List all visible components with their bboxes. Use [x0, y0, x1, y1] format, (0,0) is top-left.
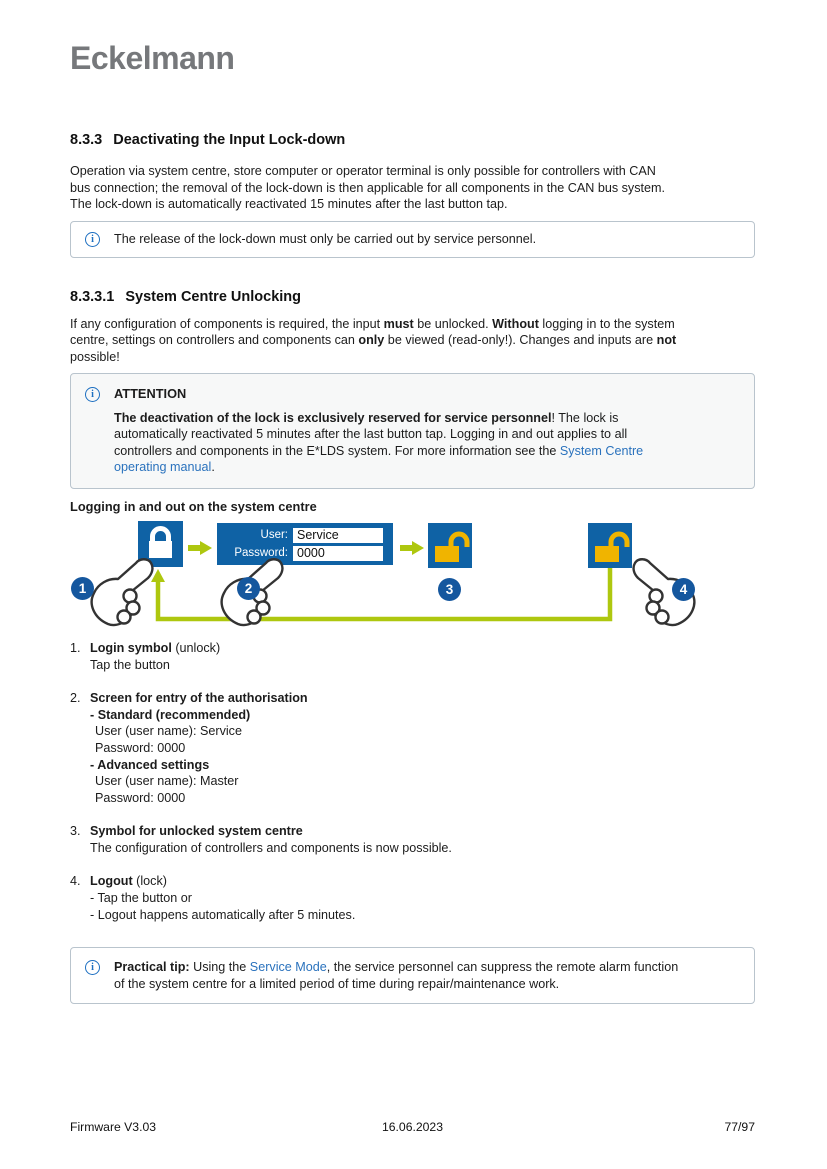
text-run: Login symbol — [90, 640, 172, 655]
user-label: User: — [260, 529, 288, 542]
open-padlock-icon — [428, 523, 472, 568]
text-run: The configuration of controllers and components is now possible. — [90, 840, 452, 855]
footer-firmware-version: Firmware V3.03 — [70, 1120, 157, 1134]
text-line — [70, 196, 755, 213]
text-run: Screen for entry of the authorisation — [90, 691, 308, 706]
text-run: . — [211, 460, 215, 475]
pointing-hand-icon — [208, 550, 318, 628]
text-run: ! The lock is — [551, 410, 619, 425]
practical-tip-box — [70, 947, 755, 1004]
text-line — [114, 410, 643, 427]
text-line — [70, 332, 755, 349]
text-run: (lock) — [132, 874, 167, 889]
text-run: Using the — [189, 960, 250, 975]
text-run: Logout — [90, 874, 133, 889]
text-line — [70, 180, 755, 197]
text-run: If any configuration of components is required, the input — [70, 316, 384, 331]
text-run: centre, settings on controllers and components can — [70, 333, 359, 348]
text-line — [90, 823, 755, 840]
list-item — [70, 640, 755, 673]
list-item — [70, 873, 755, 923]
step-text — [90, 823, 755, 856]
text-run: not — [656, 333, 677, 348]
text-run: be unlocked. — [413, 316, 493, 331]
flow-arrow-icon — [400, 541, 424, 555]
section-heading-833 — [70, 132, 755, 148]
text-run: Tap the button — [90, 657, 170, 672]
text-line — [90, 873, 755, 890]
paragraph-unlocking-intro — [70, 316, 755, 366]
step-number: 3. — [70, 824, 81, 839]
text-run: Practical tip: — [114, 960, 190, 975]
text-run: Operation via system centre, store computer or operator terminal is only possible for controllers with CAN — [70, 164, 656, 178]
text-line — [90, 773, 755, 790]
attention-body — [114, 386, 643, 476]
text-line — [90, 640, 755, 657]
text-line — [90, 723, 755, 740]
text-line — [114, 443, 643, 460]
text-run: controllers and components in the E*LDS system. For more information see the — [114, 443, 560, 458]
text-run: must — [383, 316, 414, 331]
text-run: - Tap the button or — [90, 891, 192, 906]
text-line — [70, 163, 755, 180]
unlocked-symbol-tile — [428, 523, 472, 568]
step-number: 1. — [70, 640, 81, 655]
section-heading-8331 — [70, 289, 755, 305]
eckelmann-logo: Eckelmann — [70, 40, 235, 76]
text-line — [90, 690, 755, 707]
page-footer — [70, 1120, 755, 1134]
attention-box — [70, 373, 755, 489]
info-icon: i — [85, 960, 100, 975]
text-line — [70, 316, 755, 333]
text-line — [90, 890, 755, 907]
password-label: Password: — [234, 547, 288, 560]
section-number: 8.3.3.1 — [70, 288, 115, 305]
practical-tip-text — [114, 959, 678, 992]
step-text — [90, 640, 755, 673]
text-run: Without — [492, 316, 539, 331]
paragraph-lockdown-intro — [70, 163, 755, 213]
attention-title: ATTENTION — [114, 385, 187, 401]
step-badge-1: 1 — [71, 577, 94, 600]
text-line — [90, 790, 755, 807]
info-icon: i — [85, 387, 100, 402]
step-text — [90, 690, 755, 806]
section-title: System Centre Unlocking — [125, 288, 302, 305]
text-line — [90, 657, 755, 674]
text-line — [70, 349, 755, 366]
user-row — [217, 528, 387, 543]
inline-link[interactable]: Service Mode — [249, 960, 327, 975]
step-text — [90, 873, 755, 923]
text-run: possible! — [70, 349, 120, 364]
text-run: , the service personnel can suppress the remote alarm function — [326, 960, 679, 975]
step-badge-2: 2 — [237, 577, 260, 600]
text-run: (unlock) — [171, 640, 221, 655]
text-run: User (user name): Master — [95, 774, 239, 789]
step-badge-3: 3 — [438, 578, 461, 601]
text-line — [90, 840, 755, 857]
step-badge-4: 4 — [672, 578, 695, 601]
text-run: User (user name): Service — [95, 724, 242, 739]
text-run: The release of the lock-down must only be carried out by service personnel. — [114, 231, 537, 246]
attention-text — [114, 410, 643, 476]
footer-page-number: 77/97 — [724, 1120, 755, 1134]
section-number: 8.3.3 — [70, 132, 103, 148]
user-value-field: Service — [293, 528, 383, 543]
inline-link[interactable]: System Centre — [559, 443, 644, 458]
step-number: 2. — [70, 691, 81, 706]
text-run: Symbol for unlocked system centre — [90, 824, 303, 839]
step-number: 4. — [70, 874, 81, 889]
text-line — [90, 757, 755, 774]
login-logout-diagram — [70, 514, 755, 634]
footer-date: 16.06.2023 — [381, 1120, 443, 1134]
text-run: logging in to the system — [538, 316, 675, 331]
text-run: Password: 0000 — [95, 740, 186, 755]
pointing-hand-icon — [78, 550, 188, 628]
info-note-text — [114, 231, 536, 248]
text-run: bus connection; the removal of the lock-down is then applicable for all components in the CAN bus system. — [70, 180, 666, 195]
text-run: only — [358, 333, 385, 348]
password-value-field: 0000 — [293, 546, 383, 561]
text-run: be viewed (read-only!). Changes and inputs are — [384, 333, 657, 348]
text-line — [114, 426, 643, 443]
text-run: The deactivation of the lock is exclusively reserved for service personnel — [114, 410, 552, 425]
diagram-heading: Logging in and out on the system centre — [70, 498, 317, 514]
page-content — [70, 40, 755, 1004]
text-line — [90, 907, 755, 924]
text-run: of the system centre for a limited period of time during repair/maintenance work. — [114, 976, 560, 991]
inline-link[interactable]: operating manual — [114, 460, 212, 475]
step-list — [70, 640, 755, 923]
text-run: automatically reactivated 5 minutes after the last button tap. Logging in and out applies to all — [114, 427, 628, 442]
text-line — [114, 976, 678, 993]
info-icon: i — [85, 232, 100, 247]
text-run: - Logout happens automatically after 5 minutes. — [90, 907, 356, 922]
info-note-box — [70, 221, 755, 258]
text-line — [114, 231, 536, 248]
text-run: Password: 0000 — [95, 790, 186, 805]
text-line — [90, 740, 755, 757]
text-line — [114, 959, 678, 976]
list-item — [70, 690, 755, 806]
text-line — [114, 459, 643, 476]
text-line — [90, 707, 755, 724]
section-title: Deactivating the Input Lock-down — [113, 132, 346, 148]
text-run: - Advanced settings — [90, 757, 210, 772]
text-run: The lock-down is automatically reactivated 15 minutes after the last button tap. — [70, 197, 508, 212]
text-run: - Standard (recommended) — [90, 707, 251, 722]
list-item — [70, 823, 755, 856]
